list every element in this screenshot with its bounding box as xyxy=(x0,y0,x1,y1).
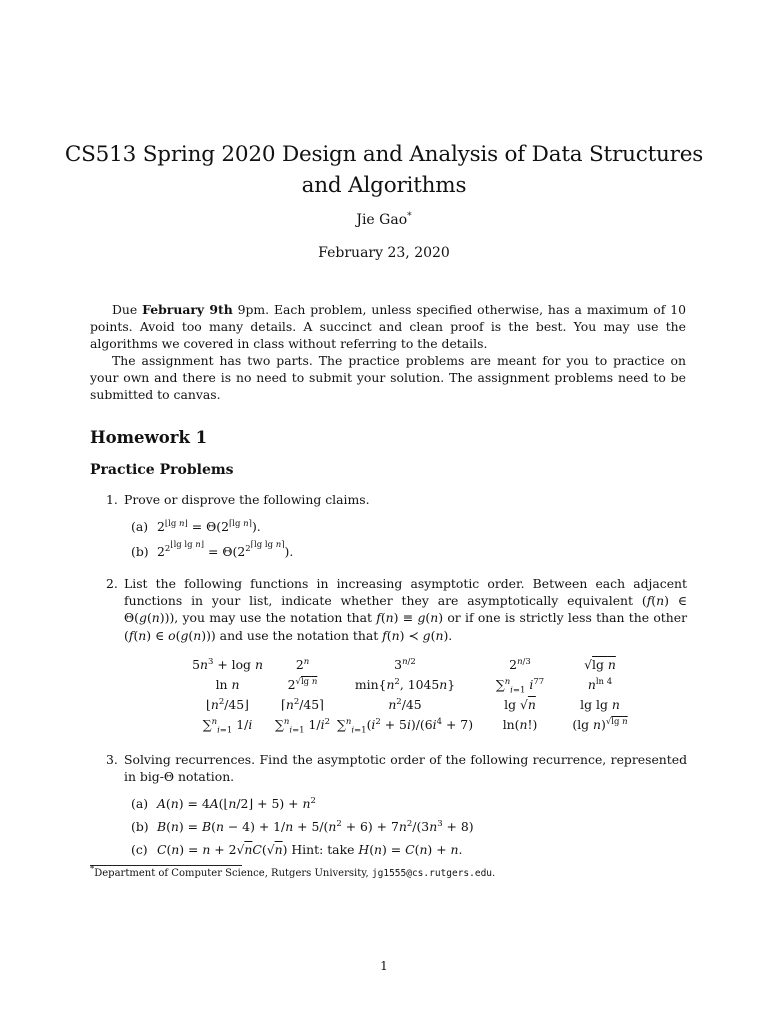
function-cell: $5n^3 + \log n$ xyxy=(192,656,263,672)
function-cell: $n^{ln 4}$ xyxy=(587,676,613,692)
text-segment: ), you may use the notation that xyxy=(169,610,377,626)
document-date: February 23, 2020 xyxy=(318,245,450,261)
function-cell: lg lg n xyxy=(580,697,620,712)
page-number: 1 xyxy=(380,959,388,973)
function-cell: ∑$^n_{i=1}$ 1/i xyxy=(202,716,253,736)
document-title: CS513 Spring 2020 Design and Analysis of Data Structures and Algorithms xyxy=(64,142,704,198)
problem-number: 1. xyxy=(106,492,118,507)
author-footnote-mark: * xyxy=(407,211,412,222)
intro-paragraph-2: The assignment has two parts. The practice problems are meant for you to practice on your own and there is no need to submit your solution. The assignment problems need to be submitted to canvas. xyxy=(90,353,686,403)
intro-text: Due xyxy=(112,302,143,317)
author-name: Jie Gao xyxy=(356,212,408,228)
text-segment: or if one is strictly less than the other ( xyxy=(124,610,688,643)
part-label: (b) xyxy=(131,544,149,559)
function-cell: ln n xyxy=(215,677,240,692)
hint-label: Hint: take xyxy=(291,842,355,857)
problem-text: List the following functions in increasing asymptotic order. Between each adjacent functions in your list, indicate whether they are asymptotically equivalent (f(n) ∈ Θ(g(n))), you may use the notation that f(n) ≡ g(n) or if one is strictly less than the other (f(n) ∈ o(g(n))) and use the notation that f(n) ≺ g(n). xyxy=(124,576,688,643)
section-heading: Homework 1 xyxy=(90,428,208,447)
problem-3b: (b) $B(n) = B(n - 4) + 1/n + 5/(n^2 + 6) + 7n^2/(3n^3 + 8)$ xyxy=(131,818,474,834)
problem-1b: (b) $2^{2^{⌊lg lg n⌋}} = \Theta(2^{2^{⌈lg lg n⌉}})$. xyxy=(131,540,294,559)
function-cell: √lg n xyxy=(584,657,616,672)
part-label: (a) xyxy=(131,796,149,811)
problem-3a: (a) A(n) = 4A(⌊n/2⌋ + $5) + n^2$ xyxy=(131,795,316,811)
footnote-email: jg1555@cs.rutgers.edu xyxy=(371,868,493,879)
problem-1 xyxy=(106,491,687,508)
problem-text: Prove or disprove the following claims. xyxy=(124,492,370,507)
problem-3c: (c) C(n) = n + 2√nC(√n) Hint: take H(n) = C(n) + n. xyxy=(131,842,463,857)
problem-3 xyxy=(106,751,687,785)
problem-1a: (a) $2^{⌊lg n⌋} = \Theta(2^{⌈lg n⌉})$. xyxy=(131,518,261,534)
footnote xyxy=(90,864,496,879)
author xyxy=(0,212,768,228)
function-cell: ∑$^n_{i=1}$ $1/i^2$ xyxy=(275,716,330,736)
function-cell: $⌊n^2/45⌋$ xyxy=(205,696,250,712)
function-cell: $\min\{n^2$, 1045n} xyxy=(354,676,456,692)
problem-text: Solving recurrences. Find the asymptotic order of the following recurrence, represented in big-Θ notation. xyxy=(124,752,687,785)
text-segment: ) and use the notation that xyxy=(210,627,383,643)
due-date: February 9th xyxy=(142,302,233,317)
text-segment: . xyxy=(448,627,453,643)
function-cell: lg √n xyxy=(504,697,536,712)
intro-text-rest: 9pm. Each problem, unless specified otherwise, has a maximum of 10 points. Avoid too many details. A succinct and clean proof is the best. You may use the algorithms we covered in class without referring to the details. xyxy=(90,302,686,352)
part-label: (a) xyxy=(131,519,149,534)
part-label: (b) xyxy=(131,819,149,834)
text-segment: List the following functions in increasing asymptotic order. Between each adjacent functions in your list, indicate whether they are asymptotically equivalent ( xyxy=(124,576,687,609)
subsection-heading: Practice Problems xyxy=(90,462,234,478)
function-cell: $2^{√lg n}$ xyxy=(287,676,318,692)
part-label: (c) xyxy=(131,842,148,857)
function-cell: $n^2/45$ xyxy=(388,696,422,712)
footnote-mark: * xyxy=(90,864,95,875)
problem-2 xyxy=(106,575,687,644)
footnote-end: . xyxy=(492,868,496,879)
footnote-text: Department of Computer Science, Rutgers University, xyxy=(94,868,372,879)
function-cell: $2^{n/3}$ xyxy=(509,656,531,672)
function-cell: $3^{n/2}$ xyxy=(394,656,416,672)
function-cell: $⌈n^2/45⌉$ xyxy=(280,696,325,712)
function-cell: $\sum^n_{i=1}(i^2 + 5i)/(6i^4 + 7)$ xyxy=(336,716,474,736)
function-cell: (lg n)$^{√lg n}$ xyxy=(572,716,628,732)
function-cell: ln(n!) xyxy=(502,717,538,732)
footnote-rule xyxy=(90,865,242,866)
intro-paragraph-1 xyxy=(90,301,686,353)
function-cell: ∑$^n_{i=1}$ $i^{77}$ xyxy=(495,676,545,696)
problem-number: 3. xyxy=(106,752,118,767)
function-cell: 2$^n$ xyxy=(295,656,310,672)
problem-number: 2. xyxy=(106,576,118,591)
